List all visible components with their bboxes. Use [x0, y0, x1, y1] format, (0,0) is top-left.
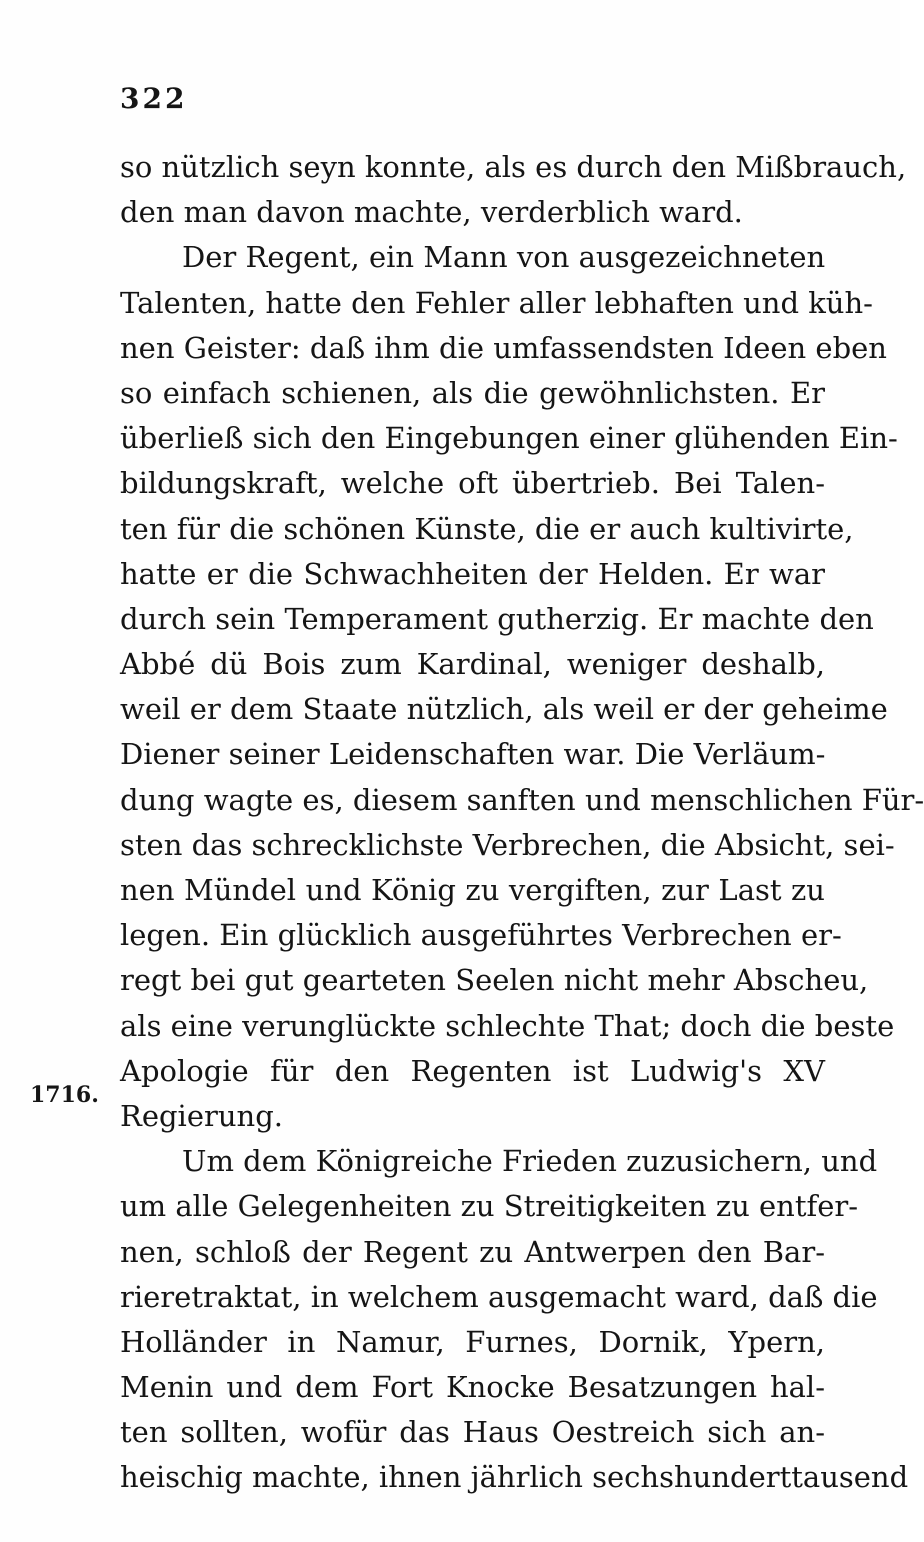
text-line: ten sollten, wofür das Haus Oestreich sich an-	[120, 1415, 825, 1450]
text-line: dung wagte es, diesem sanften und menschlichen Für-	[120, 782, 924, 817]
text-line: so nützlich seyn konnte, als es durch den Mißbrauch,	[120, 150, 907, 184]
text-line: als eine verunglückte schlechte That; doch die beste	[120, 1008, 895, 1043]
text-line: Holländer in Namur, Furnes, Dornik, Ypern,	[120, 1324, 825, 1359]
margin-year-note: 1716.	[30, 1082, 99, 1108]
text-line: um alle Gelegenheiten zu Streitigkeiten zu entfer-	[120, 1189, 859, 1224]
text-line: so einfach schienen, als die gewöhnlichsten. Er	[120, 375, 825, 410]
paragraph-start-line: Um dem Königreiche Frieden zuzusichern, und	[182, 1144, 878, 1179]
text-line: Menin und dem Fort Knocke Besatzungen hal-	[120, 1370, 825, 1405]
text-line: nen, schloß der Regent zu Antwerpen den Bar-	[120, 1234, 825, 1269]
text-line: sten das schrecklichste Verbrechen, die Absicht, sei-	[120, 827, 895, 862]
text-line: weil er dem Staate nützlich, als weil er der geheime	[120, 692, 888, 727]
paragraph-start-line: Der Regent, ein Mann von ausgezeichneten	[182, 240, 826, 275]
text-line: nen Mündel und König zu vergiften, zur Last zu	[120, 873, 825, 907]
body-text	[120, 145, 924, 1501]
text-line: hatte er die Schwachheiten der Helden. Er war	[120, 556, 825, 591]
text-line: nen Geister: daß ihm die umfassendsten Ideen eben	[120, 330, 887, 365]
text-line: Talenten, hatte den Fehler aller lebhaften und küh-	[120, 285, 873, 320]
page-number: 322	[120, 82, 188, 115]
text-line: legen. Ein glücklich ausgeführtes Verbrechen er-	[120, 918, 842, 953]
text-line: durch sein Temperament gutherzig. Er machte den	[120, 601, 874, 636]
text-line: Regierung.	[120, 1098, 283, 1133]
text-line: rieretraktat, in welchem ausgemacht ward, daß die	[120, 1279, 878, 1314]
text-line: überließ sich den Eingebungen einer glühenden Ein-	[120, 421, 898, 456]
text-line: regt bei gut gearteten Seelen nicht mehr Abscheu,	[120, 963, 869, 998]
text-line: Diener seiner Leidenschaften war. Die Verläum-	[120, 737, 826, 772]
text-line: heischig machte, ihnen jährlich sechshunderttausend	[120, 1460, 909, 1495]
text-line: bildungskraft, welche oft übertrieb. Bei Talen-	[120, 466, 825, 501]
text-line: Apologie für den Regenten ist Ludwig's XV	[120, 1053, 825, 1088]
text-line: ten für die schönen Künste, die er auch kultivirte,	[120, 511, 854, 546]
text-line: Abbé dü Bois zum Kardinal, weniger deshalb,	[120, 647, 825, 682]
text-line: den man davon machte, verderblich ward.	[120, 195, 743, 230]
